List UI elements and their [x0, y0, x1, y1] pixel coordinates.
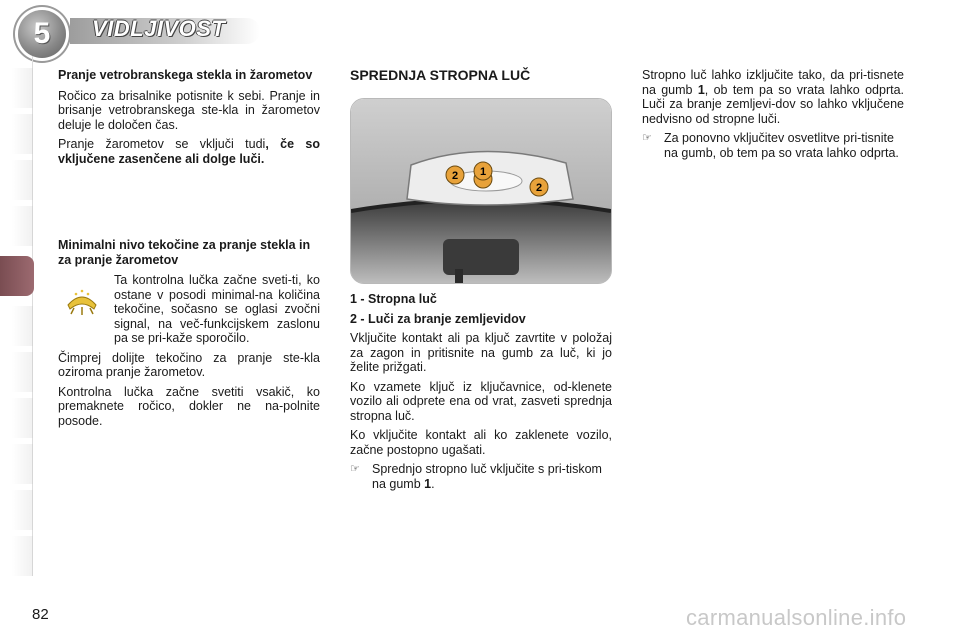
chapter-tab[interactable]: [12, 490, 33, 530]
column-right: [642, 68, 904, 165]
washer-paragraph-2: [58, 137, 320, 166]
page-number: 82: [32, 606, 49, 623]
chapter-title: VIDLJIVOST: [92, 16, 226, 41]
right-bullet-text: Za ponovno vključitev osvetlitve pri-tisnite na gumb, ob tem pa so vrata lahko odprta.: [664, 131, 899, 160]
chapter-tab[interactable]: [12, 536, 33, 576]
photo-label-2-right: 2: [535, 182, 543, 194]
chapter-tab[interactable]: [12, 306, 33, 346]
watermark: carmanualsonline.info: [686, 605, 907, 630]
fluid-level-paragraph-1: Ta kontrolna lučka začne sveti-ti, ko ostane v posodi minimal-na količina tekočine, sočasno se oglasi zvočni signal, na več-funkcijskem zaslonu pa se pri-kaže sporočilo.: [114, 273, 320, 345]
chapter-tab[interactable]: [12, 114, 33, 154]
right-p1-a: Stropno luč lahko izključite tako, da pri-tisnete na gumb: [642, 68, 904, 97]
chapter-badge: [18, 10, 66, 58]
washer-fluid-warning-icon: [64, 285, 100, 317]
chapter-tab[interactable]: [12, 398, 33, 438]
bullet-text-main: Sprednjo stropno luč vključite s pri-tiskom na gumb: [372, 462, 602, 491]
ceiling-paragraph-1: Vključite kontakt ali pa ključ zavrtite v položaj za zagon in pritisnite na gumb za luč, ki jo želite prižgati.: [350, 331, 612, 374]
washer-p2-bold: , če so vključene zasenčene ali dolge luči.: [58, 137, 320, 166]
chapter-tab[interactable]: [12, 160, 33, 200]
ceiling-light-illustration: [351, 99, 611, 283]
washer-paragraph-1: Ročico za brisalnike potisnite k sebi. Pranje in brisanje vetrobranskega ste-kla in žarometov deluje le določen čas.: [58, 88, 320, 132]
chapter-tab[interactable]: [12, 68, 33, 108]
bullet-text-bold: 1: [424, 476, 432, 491]
ceiling-paragraph-3: Ko vključite kontakt ali ko zaklenete vozilo, začne postopno ugašati.: [350, 428, 612, 457]
photo-label-2-left: 2: [451, 170, 459, 182]
washer-p2-normal: Pranje žarometov se vključi tudi: [58, 137, 266, 151]
right-bullet-item: [642, 131, 904, 160]
pointing-hand-icon: ☞: [350, 463, 360, 475]
right-paragraph-1: [642, 68, 904, 126]
chapter-number: 5: [33, 17, 51, 50]
legend-item-1: 1 - Stropna luč: [350, 292, 437, 306]
washer-heading: Pranje vetrobranskega stekla in žarometov: [58, 68, 313, 82]
right-p1-b: , ob tem pa so vrata lahko odprta. Luči za branje zemljevi-dov so lahko vključene nedvisno od stropne luči.: [642, 82, 905, 126]
ceiling-light-photo: [350, 98, 612, 284]
chapter-tab[interactable]: [12, 352, 33, 392]
fluid-level-paragraph-3: Kontrolna lučka začne svetiti vsakič, ko premaknete ročico, dokler ne na-polnite posode.: [58, 384, 320, 428]
chapter-tab[interactable]: [12, 444, 33, 484]
column-left-lower: [58, 238, 320, 433]
section-title: SPREDNJA STROPNA LUČ: [350, 67, 531, 83]
photo-label-1: 1: [479, 166, 487, 178]
bullet-text: [372, 462, 612, 491]
ceiling-paragraph-2: Ko vzamete ključ iz ključavnice, od-klenete vozilo ali odprete ena od vrat, zasveti sprednja stropna luč.: [350, 379, 612, 423]
pointing-hand-icon: ☞: [642, 132, 652, 144]
column-left: [58, 68, 320, 171]
legend-item-2: 2 - Luči za branje zemljevidov: [350, 311, 526, 326]
chapter-tab-active[interactable]: [0, 256, 34, 296]
chapter-tab[interactable]: [12, 206, 33, 246]
bullet-text-end: .: [431, 476, 435, 491]
right-p1-bold: 1: [697, 82, 705, 97]
bullet-item: [350, 462, 612, 491]
chapter-tabs: [0, 56, 34, 576]
fluid-level-heading: Minimalni nivo tekočine za pranje stekla in za pranje žarometov: [58, 238, 311, 267]
chapter-header: [0, 0, 960, 54]
column-middle: [350, 68, 612, 83]
column-middle-lower: [350, 292, 612, 496]
fluid-level-paragraph-2: Čimprej dolijte tekočino za pranje ste-kla oziroma pranje žarometov.: [58, 350, 320, 379]
